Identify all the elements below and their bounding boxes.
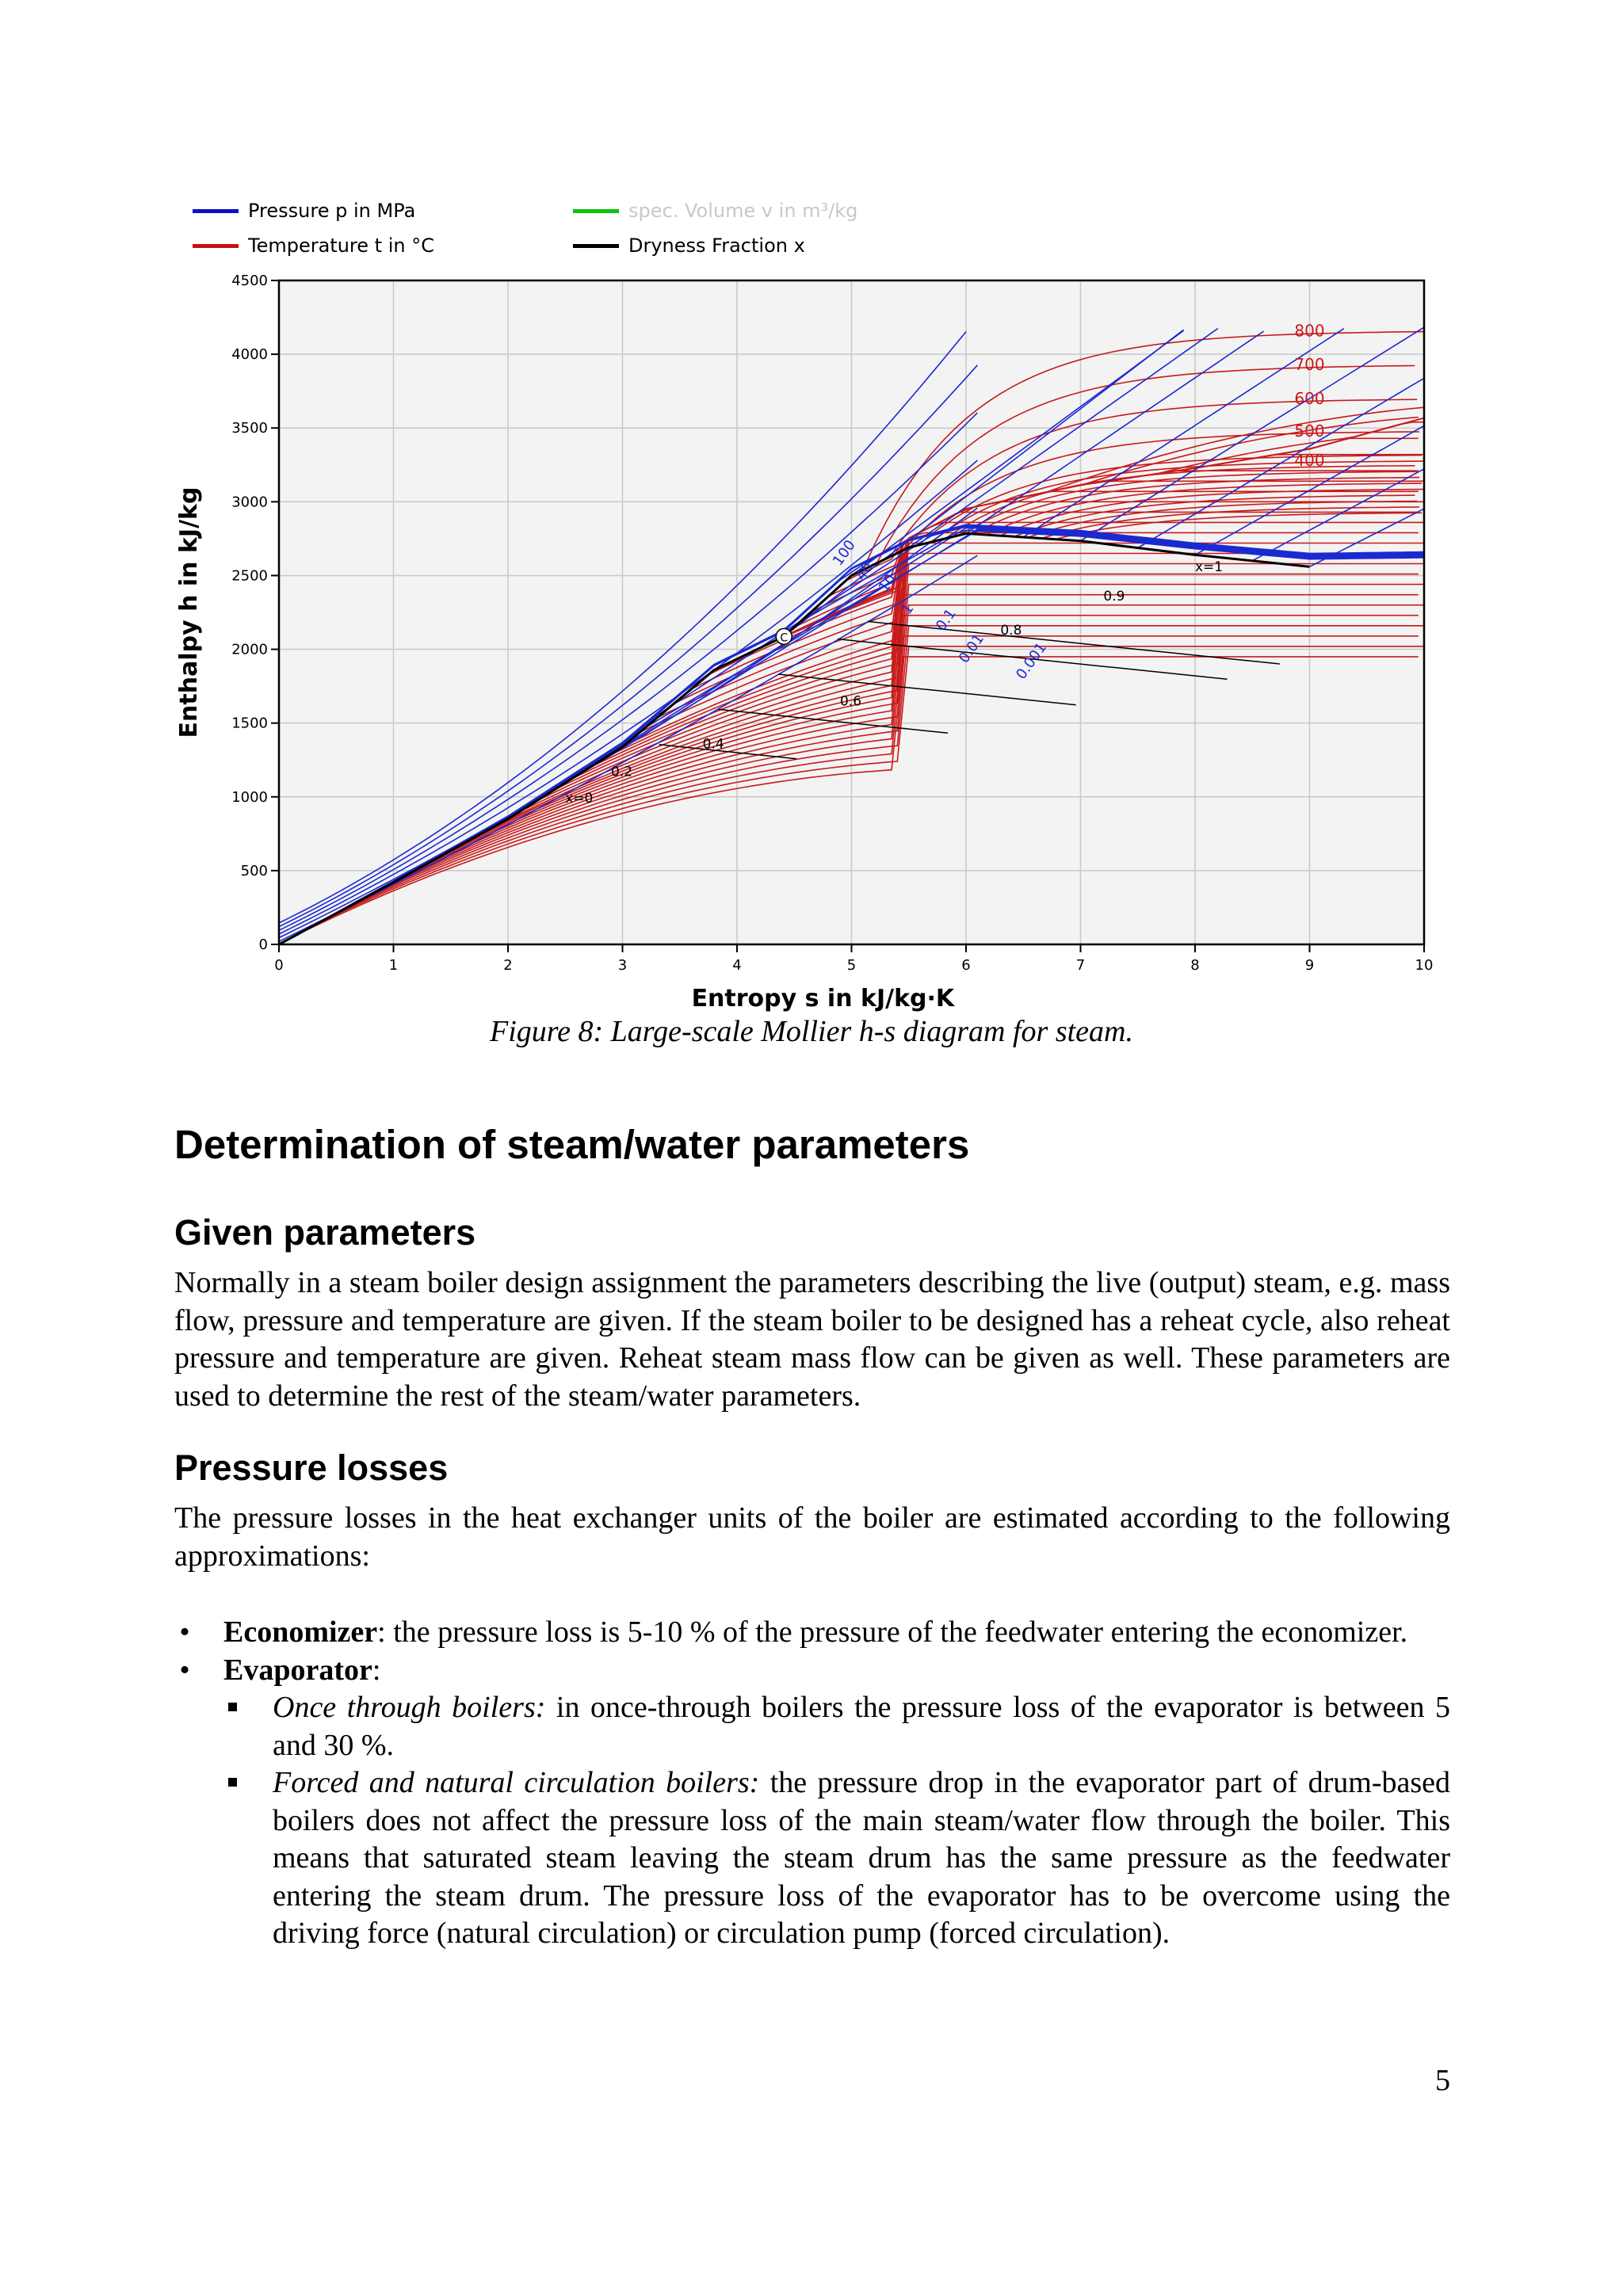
x-tick-label: 9 [1304, 957, 1315, 974]
y-tick-label: 3500 [231, 420, 268, 437]
evaporator-colon: : [372, 1653, 381, 1687]
once-through-text: in once-through boilers the pressure loss of the evaporator is between 5 and 30 %. [273, 1691, 1450, 1762]
dryness-label: x=0 [565, 791, 594, 807]
x-tick-label: 7 [1075, 957, 1086, 974]
mollier-chart [166, 269, 1458, 1014]
legend-item-volume [573, 196, 857, 225]
legend-label-temperature: Temperature t in °C [248, 235, 434, 257]
list-item-evaporator [174, 1652, 1450, 1953]
pressure-losses-heading: Pressure losses [174, 1447, 449, 1488]
critical-point-label: C [780, 631, 789, 645]
pressure-label: 0.01 [955, 631, 988, 667]
y-tick-label: 3000 [231, 494, 268, 511]
square-bullet-icon [228, 1778, 237, 1787]
dryness-label: 0.2 [611, 764, 633, 780]
square-bullet-icon [228, 1703, 237, 1711]
y-tick-label: 4000 [231, 346, 268, 364]
legend-swatch-volume [573, 209, 619, 213]
legend-item-dryness [573, 231, 805, 260]
y-axis-label: Enthalpy h in kJ/kg [175, 486, 203, 738]
pressure-label: 40 [852, 559, 877, 584]
legend-item-pressure [193, 196, 415, 225]
temperature-label: 500 [1294, 421, 1325, 441]
pressure-label: 0.001 [1013, 639, 1050, 683]
bullet-icon: • [179, 1653, 190, 1687]
pressure-label: 100 [829, 536, 859, 570]
evaporator-term: Evaporator [223, 1653, 372, 1687]
temperature-label: 800 [1294, 321, 1325, 341]
x-tick-label: 2 [503, 957, 513, 974]
given-parameters-text: Normally in a steam boiler design assignment the parameters describing the live (output) steam, e.g. mass flow, pressure and temperature are given. If the steam boiler to be designed has a reheat cycle, also reheat pressure and temperature are given. Reheat steam mass flow can be given as well. These parameters are used to determine the rest of the steam/water parameters. [174, 1266, 1450, 1413]
legend-item-temperature [193, 231, 434, 260]
sublist-item-forced-natural [223, 1764, 1450, 1953]
legend-label-dryness: Dryness Fraction x [628, 235, 805, 257]
page-number: 5 [1435, 2064, 1450, 2097]
economizer-term: Economizer [223, 1615, 378, 1649]
legend-swatch-pressure [193, 209, 239, 213]
sublist-item-once-through [223, 1689, 1450, 1764]
temperature-label: 700 [1294, 355, 1325, 375]
legend-swatch-dryness [573, 244, 619, 248]
x-tick-label: 8 [1190, 957, 1200, 974]
x-tick-label: 10 [1415, 957, 1434, 974]
y-tick-label: 4500 [231, 273, 268, 289]
y-tick-label: 1000 [231, 788, 268, 806]
x-tick-label: 0 [274, 957, 284, 974]
legend-label-volume: spec. Volume v in m³/kg [628, 200, 858, 222]
chart-legend [193, 196, 906, 263]
x-tick-label: 6 [961, 957, 971, 974]
economizer-text: : the pressure loss is 5-10 % of the pressure of the feedwater entering the economizer. [377, 1615, 1408, 1649]
x-tick-label: 4 [732, 957, 742, 974]
temperature-label: 400 [1294, 451, 1325, 471]
once-through-term: Once through boilers: [273, 1691, 546, 1724]
x-tick-label: 3 [617, 957, 628, 974]
pressure-losses-text: The pressure losses in the heat exchanger units of the boiler are estimated according to the following approximations: [174, 1501, 1450, 1573]
dryness-label: 0.4 [702, 736, 724, 753]
pressure-label: 1 [898, 601, 918, 618]
y-tick-label: 500 [240, 862, 268, 879]
figure-caption: Figure 8: Large-scale Mollier h-s diagram for steam. [490, 1015, 1133, 1048]
x-axis-label: Entropy s in kJ/kg·K [691, 985, 955, 1013]
dryness-label: 0.6 [840, 693, 862, 710]
forced-natural-text: the pressure drop in the evaporator part of drum-based boilers does not affect the pressure loss of the main steam/water flow through the boiler. This means that saturated steam leaving the steam drum has the same pressure as the feedwater entering the steam drum. The pressure loss of the evaporator has to be overcome using the driving force (natural circulation) or circulation pump (forced circulation). [273, 1766, 1451, 1950]
y-tick-label: 2500 [231, 567, 268, 585]
legend-label-pressure: Pressure p in MPa [248, 200, 416, 222]
given-parameters-heading: Given parameters [174, 1212, 476, 1253]
bullet-icon: • [179, 1615, 190, 1649]
y-tick-label: 2000 [231, 641, 268, 658]
y-tick-label: 0 [258, 936, 268, 953]
dryness-label: x=1 [1195, 559, 1224, 575]
dryness-label: 0.9 [1103, 589, 1125, 605]
forced-natural-term: Forced and natural circulation boilers: [273, 1766, 760, 1799]
list-item-economizer [174, 1614, 1450, 1652]
pressure-label: 0.1 [932, 605, 960, 635]
pressure-label: 10 [875, 570, 900, 596]
x-tick-label: 5 [846, 957, 857, 974]
dryness-label: 0.8 [1000, 622, 1022, 639]
loss-list [174, 1614, 1450, 1953]
x-tick-label: 1 [388, 957, 399, 974]
y-tick-label: 1500 [231, 715, 268, 732]
temperature-label: 600 [1294, 388, 1325, 408]
legend-swatch-temperature [193, 244, 239, 248]
evaporator-sublist [223, 1689, 1450, 1953]
section-title: Determination of steam/water parameters [174, 1122, 970, 1167]
